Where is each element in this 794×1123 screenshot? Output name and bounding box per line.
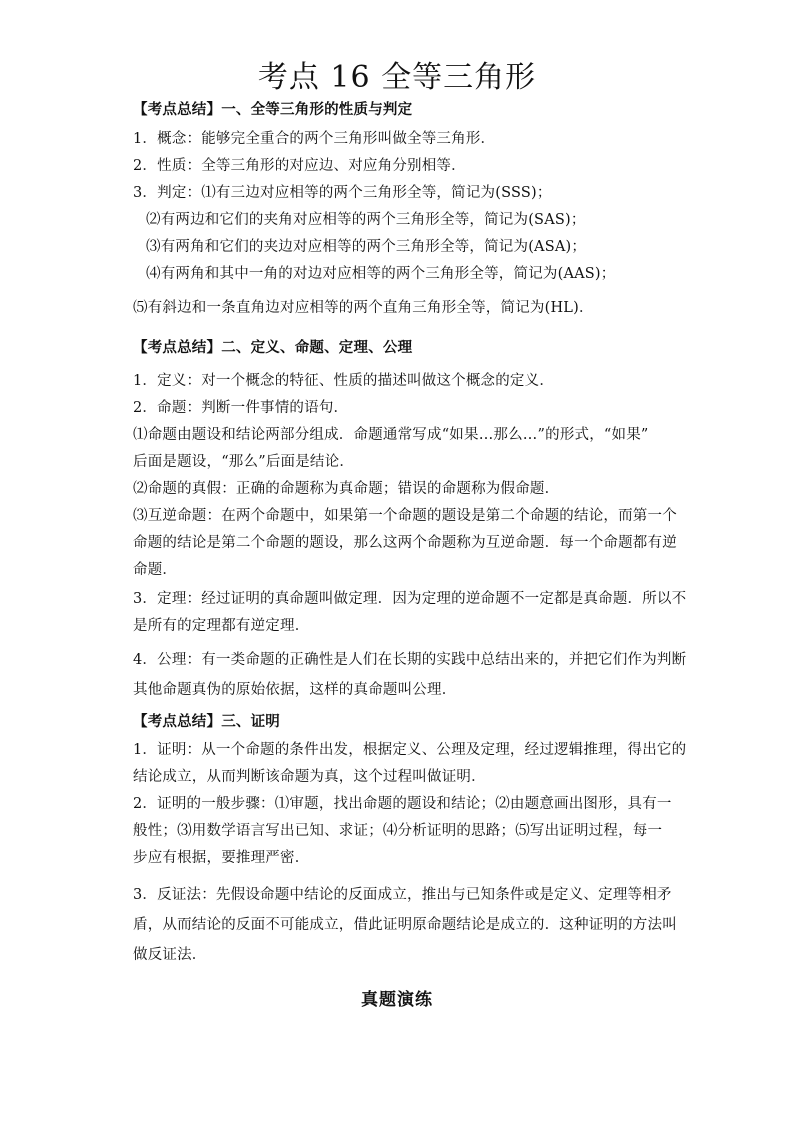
section3-line-3: 2．证明的一般步骤：⑴审题，找出命题的题设和结论；⑵由题意画出图形，具有一	[133, 796, 672, 812]
section2-line-4: 后面是题设，“那么”后面是结论．	[133, 454, 355, 470]
section1-line-7: ⑸有斜边和一条直角边对应相等的两个直角三角形全等，简记为(HL)．	[133, 300, 594, 316]
section3-line-6: 3．反证法：先假设命题中结论的反面成立，推出与已知条件或是定义、定理等相矛	[133, 887, 672, 903]
section2-heading: 【考点总结】二、定义、命题、定理、公理	[133, 339, 413, 356]
page-title: 考点 16 全等三角形	[257, 60, 537, 95]
section1-line-1: 1．概念：能够完全重合的两个三角形叫做全等三角形．	[133, 131, 496, 147]
section2-line-7: 命题的结论是第二个命题的题设，那么这两个命题称为互逆命题．每一个命题都有逆	[133, 535, 677, 551]
section3-line-2: 结论成立，从而判断该命题为真，这个过程叫做证明．	[133, 769, 486, 785]
section1-line-5: ⑶有两角和它们的夹边对应相等的两个三角形全等，简记为(ASA)；	[146, 239, 587, 255]
section1-heading: 【考点总结】一、全等三角形的性质与判定	[133, 101, 413, 118]
section2-line-2: 2．命题：判断一件事情的语句．	[133, 400, 349, 416]
section3-line-4: 般性；⑶用数学语言写出已知、求证；⑷分析证明的思路；⑸写出证明过程，每一	[133, 823, 663, 839]
section3-line-1: 1．证明：从一个命题的条件出发，根据定义、公理及定理，经过逻辑推理，得出它的	[133, 742, 687, 758]
practice-section-title: 真题演练	[361, 990, 433, 1010]
section2-line-12: 其他命题真伪的原始依据，这样的真命题叫公理．	[133, 682, 457, 698]
section2-line-10: 是所有的定理都有逆定理．	[133, 618, 310, 634]
section3-line-5: 步应有根据，要推理严密．	[133, 850, 310, 866]
section3-line-8: 做反证法．	[133, 947, 207, 963]
section3-line-7: 盾，从而结论的反面不可能成立，借此证明原命题结论是成立的．这种证明的方法叫	[133, 917, 677, 933]
section2-line-6: ⑶互逆命题：在两个命题中，如果第一个命题的题设是第二个命题的结论，而第一个	[133, 508, 677, 524]
section1-line-3: 3．判定：⑴有三边对应相等的两个三角形全等，简记为(SSS)；	[133, 185, 552, 201]
section1-line-2: 2．性质：全等三角形的对应边、对应角分别相等．	[133, 158, 466, 174]
section2-line-8: 命题．	[133, 562, 178, 578]
section2-line-5: ⑵命题的真假：正确的命题称为真命题；错误的命题称为假命题．	[133, 481, 560, 497]
section2-line-11: 4．公理：有一类命题的正确性是人们在长期的实践中总结出来的，并把它们作为判断	[133, 652, 687, 668]
section3-heading: 【考点总结】三、证明	[133, 713, 280, 730]
section2-line-9: 3．定理：经过证明的真命题叫做定理．因为定理的逆命题不一定都是真命题．所以不	[133, 591, 687, 607]
section1-line-6: ⑷有两角和其中一角的对边对应相等的两个三角形全等，简记为(AAS)；	[146, 266, 616, 282]
section1-line-4: ⑵有两边和它们的夹角对应相等的两个三角形全等，简记为(SAS)；	[146, 212, 586, 228]
section2-line-3: ⑴命题由题设和结论两部分组成．命题通常写成“如果…那么…”的形式，“如果”	[133, 427, 649, 443]
section2-line-1: 1．定义：对一个概念的特征、性质的描述叫做这个概念的定义．	[133, 373, 555, 389]
